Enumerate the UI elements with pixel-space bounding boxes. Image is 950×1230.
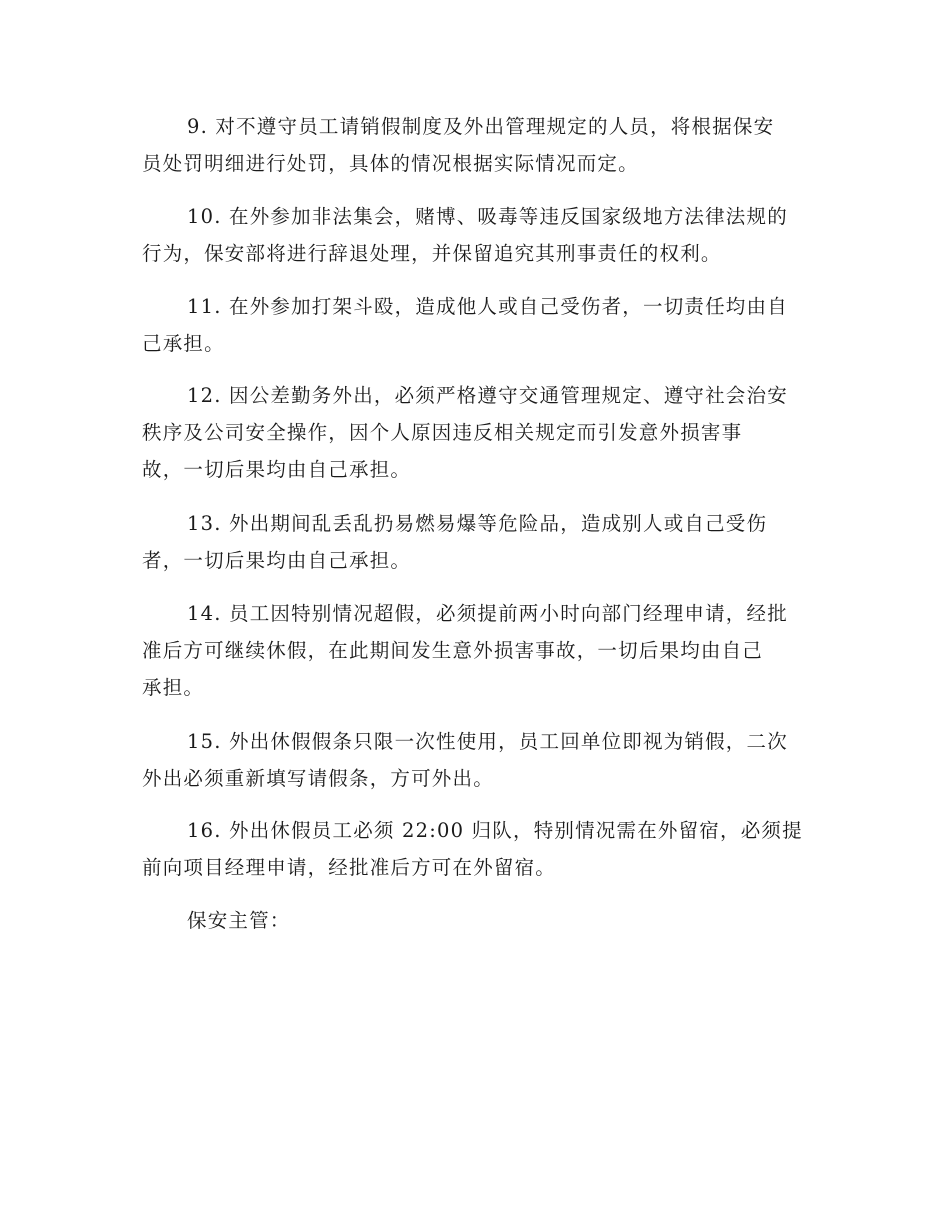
paragraph-line: 15. 外出休假假条只限一次性使用，员工回单位即视为销假，二次 (187, 730, 788, 753)
paragraph-line: 准后方可继续休假，在此期间发生意外损害事故，一切后果均由自己 (142, 639, 764, 662)
paragraph-line: 前向项目经理申请，经批准后方可在外留宿。 (142, 856, 557, 879)
rule-16-paragraph (142, 812, 810, 886)
paragraph-line: 者，一切后果均由自己承担。 (142, 549, 412, 572)
security-supervisor-label: 保安主管： (187, 909, 291, 932)
signature-line (142, 902, 810, 939)
rule-9-paragraph (142, 108, 810, 182)
paragraph-line: 秩序及公司安全操作，因个人原因违反相关规定而引发意外损害事 (142, 421, 743, 444)
rule-11-paragraph (142, 288, 810, 362)
paragraph-line: 员处罚明细进行处罚，具体的情况根据实际情况而定。 (142, 152, 639, 175)
rule-10-paragraph (142, 198, 810, 272)
paragraph-line: 12. 因公差勤务外出，必须严格遵守交通管理规定、遵守社会治安 (187, 384, 788, 407)
paragraph-line: 16. 外出休假员工必须 22:00 归队，特别情况需在外留宿，必须提 (187, 819, 803, 842)
paragraph-line: 故，一切后果均由自己承担。 (142, 458, 412, 481)
paragraph-line: 10. 在外参加非法集会，赌博、吸毒等违反国家级地方法律法规的 (187, 205, 788, 228)
paragraph-line: 外出必须重新填写请假条，方可外出。 (142, 767, 494, 790)
paragraph-line: 9. 对不遵守员工请销假制度及外出管理规定的人员，将根据保安 (187, 115, 775, 138)
rule-14-paragraph (142, 595, 810, 706)
rule-12-paragraph (142, 377, 810, 488)
paragraph-line: 14. 员工因特别情况超假，必须提前两小时向部门经理申请，经批 (187, 602, 788, 625)
paragraph-line: 己承担。 (142, 332, 225, 355)
rule-15-paragraph (142, 723, 810, 797)
paragraph-line: 11. 在外参加打架斗殴，造成他人或自己受伤者，一切责任均由自 (187, 295, 788, 318)
paragraph-line: 行为，保安部将进行辞退处理，并保留追究其刑事责任的权利。 (142, 242, 722, 265)
paragraph-line: 承担。 (142, 676, 205, 699)
paragraph-line: 13. 外出期间乱丢乱扔易燃易爆等危险品，造成别人或自己受伤 (187, 512, 768, 535)
rule-13-paragraph (142, 505, 810, 579)
